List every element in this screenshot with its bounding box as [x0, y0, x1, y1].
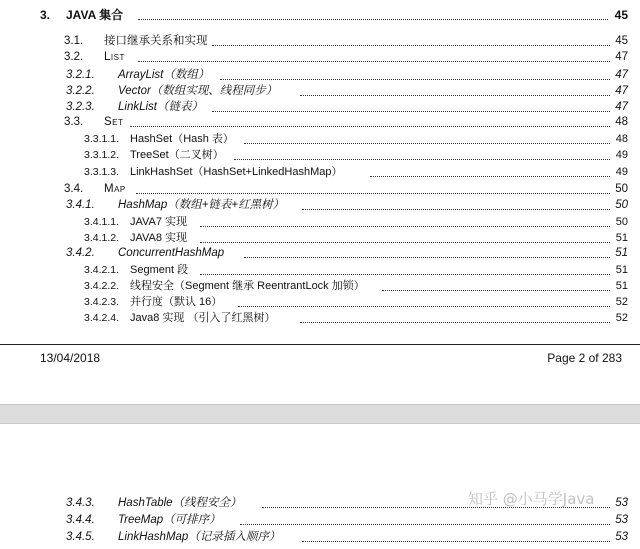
toc-page-number: 47	[613, 98, 628, 116]
toc-title: ArrayList（数组）	[118, 66, 211, 84]
toc-number: 3.4.1.	[66, 199, 95, 211]
toc-page-number: 52	[614, 293, 628, 311]
toc-entry-3[interactable]	[0, 6, 640, 24]
toc-number: 3.4.2.4.	[84, 312, 120, 324]
toc-leader	[200, 273, 610, 275]
toc-leader	[244, 142, 610, 144]
toc-title: Vector（数组实现、线程同步）	[118, 82, 279, 100]
toc-number: 3.2.1.	[66, 69, 95, 81]
toc-leader	[300, 94, 610, 96]
toc-page-number: 50	[613, 180, 628, 198]
toc-leader	[300, 321, 610, 323]
toc-title: JAVA8 实现	[130, 229, 189, 247]
toc-title: Segment 段	[130, 261, 190, 279]
toc-number: 3.4.2.3.	[84, 296, 120, 308]
toc-title: TreeSet（二叉树）	[130, 146, 226, 164]
toc-leader	[244, 256, 610, 258]
toc-number: 3.3.1.2.	[84, 149, 120, 161]
toc-number: 3.3.1.1.	[84, 133, 120, 145]
toc-number: 3.4.3.	[66, 497, 95, 509]
toc-page-number: 48	[613, 113, 628, 131]
toc-number: 3.4.2.2.	[84, 280, 120, 292]
toc-number: 3.3.1.3.	[84, 166, 120, 178]
toc-title: JAVA 集合	[66, 8, 124, 22]
toc-leader	[136, 192, 610, 194]
toc-title: LinkHashSet（HashSet+LinkedHashMap）	[130, 163, 344, 181]
toc-leader	[212, 44, 610, 46]
toc-page-number: 51	[614, 277, 628, 295]
toc-page-number: 45	[613, 32, 628, 50]
toc-number: 3.2.3.	[66, 101, 95, 113]
toc-title: HashSet（Hash 表）	[130, 130, 236, 148]
toc-leader	[382, 289, 610, 291]
toc-title: HashTable（线程安全）	[118, 494, 244, 512]
toc-page-number: 45	[614, 8, 628, 22]
toc-leader	[138, 60, 610, 62]
document-page-bottom	[0, 424, 640, 549]
toc-number: 3.4.4.	[66, 514, 95, 526]
footer-page-number: Page 2 of 283	[547, 351, 622, 365]
toc-title: List	[104, 48, 127, 66]
toc-entry-3-3-1-2[interactable]	[0, 146, 640, 164]
toc-title: JAVA7 实现	[130, 213, 189, 231]
page-footer	[0, 344, 640, 372]
toc-number: 3.	[40, 8, 51, 22]
toc-leader	[302, 208, 610, 210]
toc-leader	[370, 175, 610, 177]
toc-page-number: 49	[614, 146, 628, 164]
toc-number: 3.2.2.	[66, 85, 95, 97]
toc-leader	[200, 225, 610, 227]
toc-page-number: 48	[614, 130, 628, 148]
toc-number: 3.1.	[64, 35, 84, 47]
toc-leader	[302, 540, 610, 542]
toc-title: ConcurrentHashMap	[118, 244, 226, 262]
toc-number: 3.2.	[64, 51, 84, 63]
toc-entry-3-4-2[interactable]	[0, 244, 640, 262]
toc-number: 3.4.	[64, 183, 84, 195]
toc-entry-3-4-1[interactable]	[0, 196, 640, 214]
toc-leader	[234, 158, 610, 160]
toc-number: 3.4.5.	[66, 531, 95, 543]
toc-page-number: 47	[613, 48, 628, 66]
toc-entry-3-4-2-4[interactable]	[0, 309, 640, 327]
toc-title: LinkList（链表）	[118, 98, 205, 116]
toc-leader	[138, 18, 608, 20]
toc-entry-3-3[interactable]	[0, 113, 640, 131]
footer-date: 13/04/2018	[40, 351, 101, 365]
toc-number: 3.4.1.1.	[84, 216, 120, 228]
toc-leader	[130, 125, 610, 127]
toc-page-number: 47	[613, 66, 628, 84]
toc-leader	[200, 241, 610, 243]
toc-entry-3-4-4[interactable]	[0, 511, 640, 529]
toc-leader	[238, 305, 610, 307]
toc-leader	[220, 78, 610, 80]
toc-number: 3.4.1.2.	[84, 232, 120, 244]
toc-title: HashMap（数组+链表+红黑树）	[118, 196, 286, 214]
toc-title: Map	[104, 180, 128, 198]
page-separator	[0, 404, 640, 424]
toc-number: 3.3.	[64, 116, 84, 128]
toc-page-number: 50	[614, 213, 628, 231]
toc-page-number: 51	[613, 244, 628, 262]
toc-number: 3.4.2.	[66, 247, 95, 259]
toc-title: 并行度（默认 16）	[130, 293, 224, 311]
toc-leader	[240, 523, 610, 525]
toc-entry-3-3-1-3[interactable]	[0, 163, 640, 181]
toc-page-number: 53	[613, 494, 628, 512]
toc-page-number: 47	[613, 82, 628, 100]
toc-page-number: 50	[613, 196, 628, 214]
toc-number: 3.4.2.1.	[84, 264, 120, 276]
toc-page-number: 49	[614, 163, 628, 181]
toc-page-number: 53	[613, 511, 628, 529]
toc-page-number: 51	[614, 261, 628, 279]
toc-title: TreeMap（可排序）	[118, 511, 223, 529]
toc-title: 接口继承关系和实现	[104, 32, 210, 50]
toc-leader	[212, 110, 610, 112]
toc-title: LinkHashMap（记录插入顺序）	[118, 528, 282, 546]
toc-title: 线程安全（Segment 继承 ReentrantLock 加锁）	[130, 277, 367, 295]
toc-title: Set	[104, 113, 125, 131]
toc-entry-3-4-5[interactable]	[0, 528, 640, 546]
watermark: 知乎 @小马学Java	[468, 490, 595, 508]
toc-page-number: 53	[613, 528, 628, 546]
toc-page-number: 51	[614, 229, 628, 247]
toc-title: Java8 实现 （引入了红黑树）	[130, 309, 277, 327]
toc-page-number: 52	[614, 309, 628, 327]
toc-entry-3-2[interactable]	[0, 48, 640, 66]
